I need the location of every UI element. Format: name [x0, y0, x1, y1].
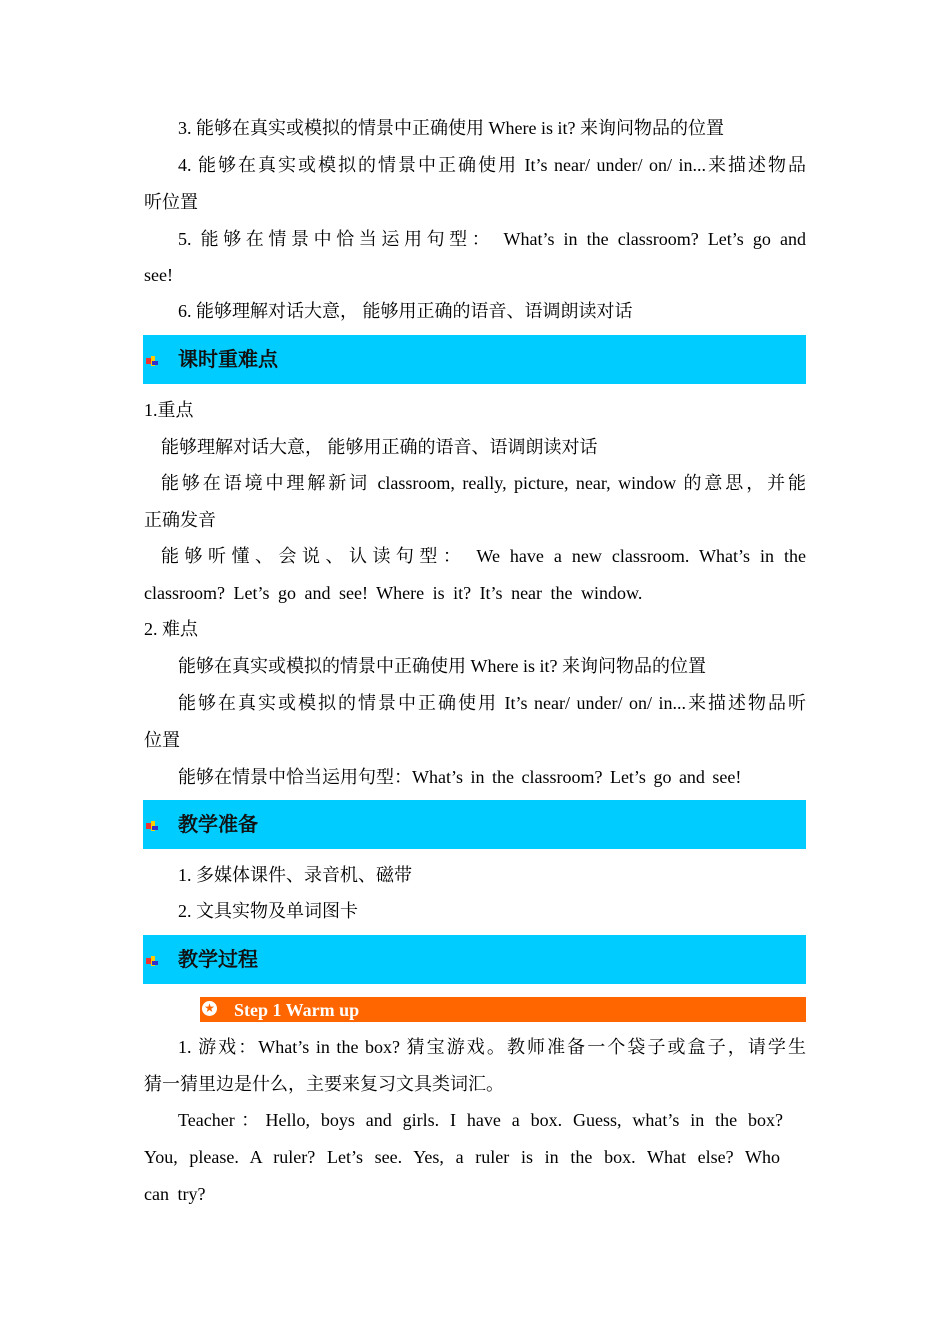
star-icon: ★: [202, 1001, 217, 1016]
line: 1.重点: [144, 400, 194, 420]
bullet-icon: [146, 356, 158, 366]
line: 能够听懂、会说、认读句型： We have a new classroom. What’s in the: [161, 546, 806, 566]
section-header-preparation: [143, 800, 806, 849]
line: classroom? Let’s go and see! Where is it? It’s near the window.: [144, 583, 643, 603]
objective-6: 6. 能够理解对话大意， 能够用正确的语音、语调朗读对话: [178, 301, 633, 321]
line: 1. 游戏：What’s in the box? 猜宝游戏。教师准备一个袋子或盒子，请学生: [178, 1037, 806, 1057]
objective-5: 5. 能够在情景中恰当运用句型： What’s in the classroom? Let’s go and: [178, 229, 806, 249]
objective-3: 3. 能够在真实或模拟的情景中正确使用 Where is it? 来询问物品的位置: [178, 118, 724, 138]
line: 1. 多媒体课件、录音机、磁带: [178, 865, 412, 885]
line: 猜一猜里边是什么，主要来复习文具类词汇。: [144, 1074, 504, 1094]
step-header: [200, 997, 806, 1022]
section-title: 课时重难点: [178, 347, 278, 371]
section-header-process: [143, 935, 806, 984]
line: 能够理解对话大意， 能够用正确的语音、语调朗读对话: [161, 437, 598, 457]
line: Teacher：Hello, boys and girls. I have a box. Guess, what’s in the box?: [178, 1110, 783, 1130]
line: 正确发音: [144, 510, 216, 530]
objective-4-cont: 听位置: [144, 192, 198, 212]
step-title: Step 1 Warm up: [234, 1000, 360, 1020]
line: 2. 难点: [144, 619, 198, 639]
line: 位置: [144, 730, 180, 750]
objective-4: 4. 能够在真实或模拟的情景中正确使用 It’s near/ under/ on/ in...来描述物品: [178, 155, 806, 175]
line: 能够在情景中恰当运用句型：What’s in the classroom? Let’s go and see!: [178, 767, 742, 787]
section-title: 教学过程: [178, 947, 258, 971]
section-title: 教学准备: [178, 812, 258, 836]
bullet-icon: [146, 956, 158, 966]
objective-5-cont: see!: [144, 265, 173, 285]
section-header-key-points: [143, 335, 806, 384]
line: You, please. A ruler? Let’s see. Yes, a ruler is in the box. What else? Who: [144, 1147, 780, 1167]
line: 2. 文具实物及单词图卡: [178, 901, 358, 921]
line: 能够在语境中理解新词 classroom, really, picture, near, window 的意思，并能: [161, 473, 806, 493]
line: 能够在真实或模拟的情景中正确使用 It’s near/ under/ on/ in...来描述物品听: [178, 693, 806, 713]
bullet-icon: [146, 821, 158, 831]
line: can try?: [144, 1184, 206, 1204]
line: 能够在真实或模拟的情景中正确使用 Where is it? 来询问物品的位置: [178, 656, 706, 676]
